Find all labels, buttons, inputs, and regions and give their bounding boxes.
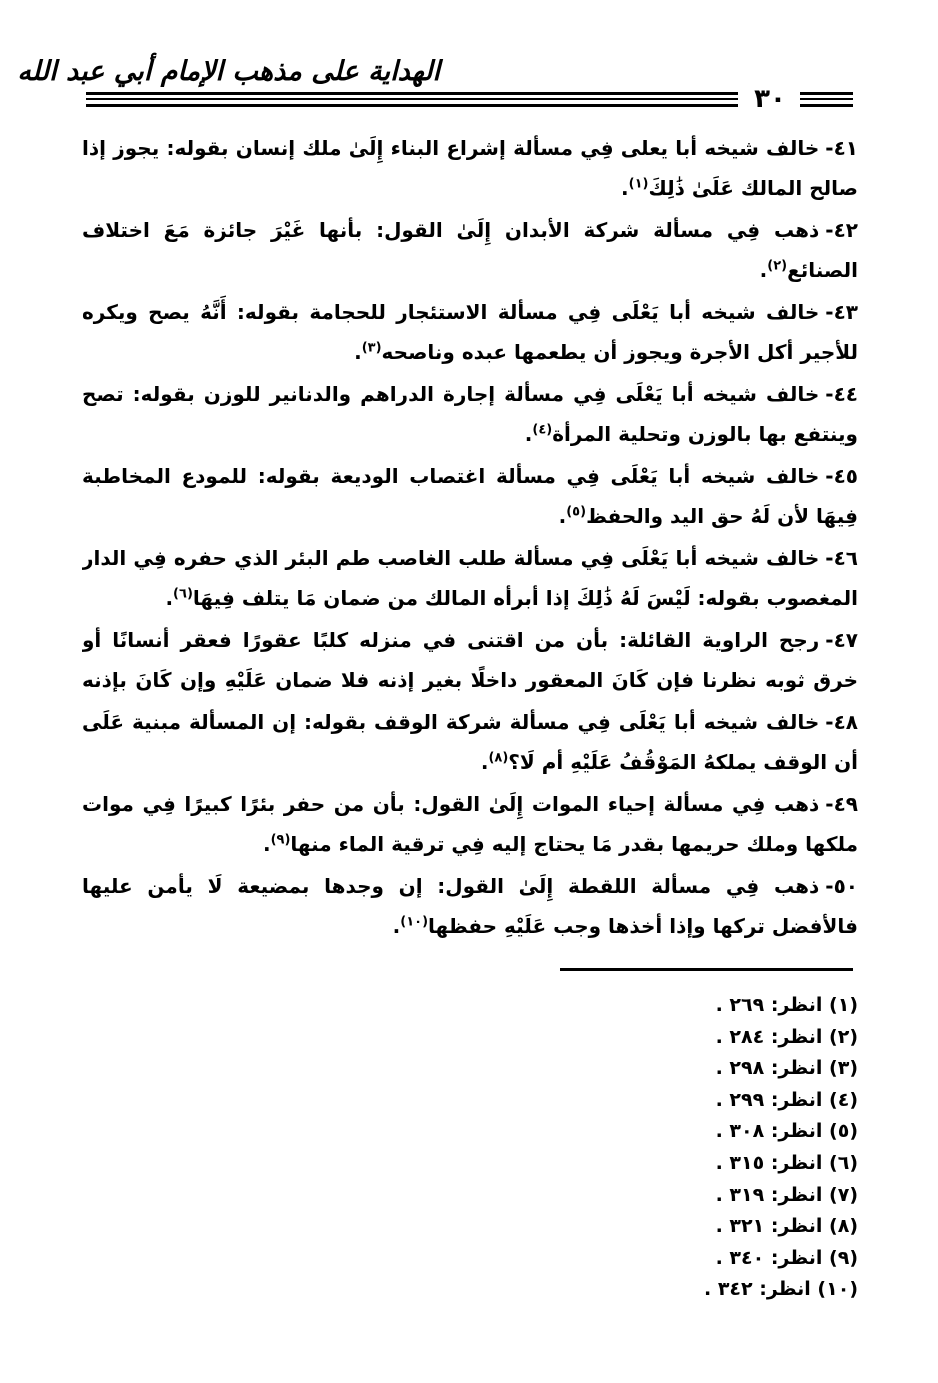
- footnote: (٣) انظر: ٢٩٨ .: [715, 1057, 858, 1080]
- entry-number: ٤٢-: [825, 218, 858, 242]
- footnote: (٩) انظر: ٣٤٠ .: [715, 1246, 858, 1269]
- numbered-entry: [82, 374, 858, 456]
- footnote: (٦) انظر: ٣١٥ .: [715, 1151, 858, 1174]
- footnote-marker: (١٠): [400, 914, 429, 930]
- footnote-marker: (٩): [270, 832, 291, 848]
- footnotes-list: [558, 990, 858, 1306]
- header-rule-short: [800, 92, 853, 95]
- entry-number: ٤٥-: [825, 464, 858, 488]
- header-rule: [86, 98, 738, 100]
- entry-text: ذهب فِي مسألة شركة الأبدان إِلَىٰ القول: بأنها غَيْرَ جائزة مَعَ اختلاف الصنائع: [82, 218, 858, 282]
- footnote: (٨) انظر: ٣٢١ .: [715, 1215, 858, 1238]
- main-text: [82, 128, 858, 948]
- entry-number: ٤٣-: [825, 300, 858, 324]
- footnote: (٧) انظر: ٣١٩ .: [715, 1183, 858, 1206]
- numbered-entry: [82, 538, 858, 620]
- header-rule-short: [800, 98, 853, 100]
- entry-number: ٤١-: [825, 136, 858, 160]
- entry-period: .: [759, 258, 768, 282]
- header-rule-short: [800, 104, 853, 107]
- entry-number: ٤٩-: [825, 792, 858, 816]
- numbered-entry: [82, 620, 858, 702]
- entry-period: .: [165, 586, 174, 610]
- entry-text: خالف شيخه أبا يَعْلَى فِي مسألة الاستئجار للحجامة بقوله: أَنَّهُ يصح ويكره للأجير أكل الأجرة ويجوز أن يطعمها عبده وناصحه: [82, 300, 858, 364]
- entry-number: ٤٨-: [825, 710, 858, 734]
- footnote-marker: (٦): [173, 586, 193, 602]
- entry-number: ٤٧-: [825, 628, 858, 652]
- footnote: (١) انظر: ٢٦٩ .: [715, 994, 858, 1016]
- entry-number: ٥٠-: [825, 874, 858, 898]
- entry-period: .: [262, 832, 271, 856]
- entry-text: خالف شيخه أبا يَعْلَى فِي مسألة إجارة الدراهم والدنانير للوزن بقوله: تصح وينتفع بها بالوزن وتحلية المرأة: [82, 382, 858, 446]
- footnote-marker: (٣): [361, 340, 382, 356]
- entry-text: ذهب فِي مسألة إحياء الموات إِلَىٰ القول: بأن من حفر بئرًا كبيرًا فِي موات ملكها وملك حريمها بقدر مَا يحتاج إليه فِي ترقية الماء منها: [82, 792, 858, 856]
- entry-period: .: [392, 914, 401, 938]
- entry-text: خالف شيخه أبا يَعْلَى فِي مسألة اغتصاب الوديعة بقوله: للمودع المخاطبة فِيهَا لأن لَهُ حق اليد والحفظ: [82, 464, 858, 528]
- footnote-marker: (٢): [767, 258, 788, 274]
- footnote-marker: (٨): [488, 750, 509, 766]
- numbered-entry: [82, 456, 858, 538]
- entry-period: .: [558, 504, 567, 528]
- footnote-separator: [560, 968, 853, 971]
- footnote: (٥) انظر: ٣٠٨ .: [715, 1120, 858, 1143]
- entry-period: .: [621, 176, 629, 200]
- footnote: (٢) انظر: ٢٨٤ .: [715, 1025, 858, 1048]
- running-header-title: الهداية على مذهب الإمام أبي عبد الله: [17, 56, 440, 87]
- entry-number: ٤٦-: [825, 546, 858, 570]
- header-rule: [86, 104, 738, 107]
- footnote-marker: (٥): [566, 504, 587, 520]
- footnote: (١٠) انظر: ٣٤٢ .: [703, 1278, 858, 1301]
- numbered-entry: [82, 702, 858, 784]
- entry-period: .: [524, 422, 533, 446]
- entry-text: رجح الراوية القائلة: بأن من اقتنى في منزله كلبًا عقورًا فعقر أنسانًا أو خرق ثوبه نظرنا فإن كَانَ المعقور داخلًا بغير إذنه فلا ضمان عَلَيْهِ وإن كَانَ بإذنه: [82, 628, 858, 692]
- footnote-marker: (١): [628, 176, 649, 192]
- numbered-entry: [82, 784, 858, 866]
- entry-number: ٤٤-: [825, 382, 858, 406]
- page-number: ٣٠: [754, 84, 786, 114]
- header-rule: [86, 92, 738, 95]
- entry-period: .: [354, 340, 362, 364]
- numbered-entry: [82, 128, 858, 210]
- entry-text: خالف شيخه أبا يَعْلَى فِي مسألة شركة الوقف بقوله: إن المسألة مبنية عَلَى أن الوقف يملكهُ المَوْقُفُ عَلَيْهِ أم لَا؟: [82, 710, 858, 774]
- entry-text: ذهب فِي مسألة اللقطة إِلَىٰ القول: إن وجدها بمضيعة لَا يأمن عليها فالأفضل تركها وإذا أخذها وجب عَلَيْهِ حفظها: [82, 874, 858, 938]
- footnote: (٤) انظر: ٢٩٩ .: [715, 1088, 858, 1111]
- numbered-entry: [82, 292, 858, 374]
- entry-period: .: [480, 750, 489, 774]
- entry-text: خالف شيخه أبا يعلى فِي مسألة إشراع البناء إِلَىٰ ملك إنسان بقوله: يجوز إذا صالح المالك عَلَىٰ ذَٰلِكَ: [82, 136, 858, 200]
- footnote-marker: (٤): [532, 422, 553, 438]
- numbered-entry: [82, 210, 858, 292]
- entry-text: خالف شيخه أبا يَعْلَى فِي مسألة طلب الغاصب طم البئر الذي حفره فِي الدار المغصوب بقوله: لَيْسَ لَهُ ذَٰلِكَ إذا أبرأه المالك من ضمان مَا يتلف فِيهَا: [82, 546, 858, 610]
- numbered-entry: [82, 866, 858, 948]
